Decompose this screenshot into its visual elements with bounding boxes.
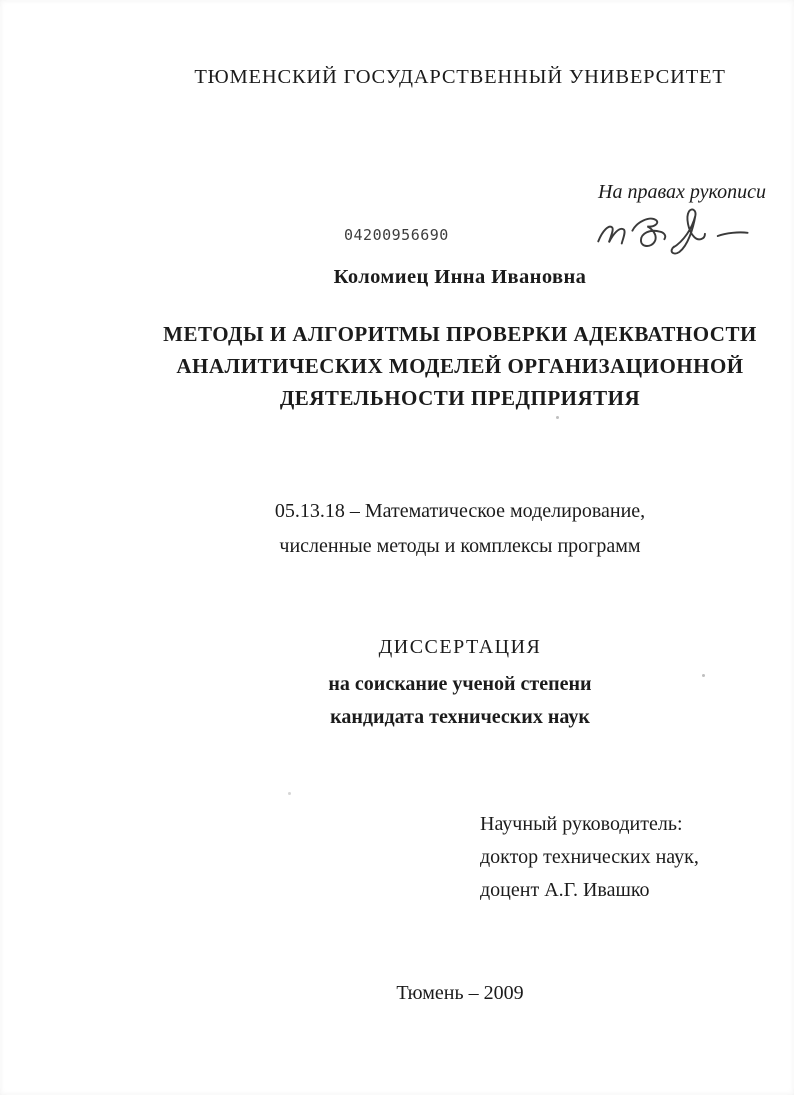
supervisor-block [480, 808, 699, 907]
supervisor-label: Научный руководитель: [480, 813, 683, 835]
supervisor-line: доктор технических наук, [480, 846, 699, 868]
specialty-line: 05.13.18 – Математическое моделирование, [274, 500, 646, 522]
title-line: ДЕЯТЕЛЬНОСТИ ПРЕДПРИЯТИЯ [279, 386, 641, 410]
document-type: ДИССЕРТАЦИЯ [378, 636, 542, 658]
city-year: Тюмень – 2009 [396, 982, 524, 1004]
degree-sought [126, 668, 794, 734]
degree-line: кандидата технических наук [330, 706, 590, 728]
specialty-line: численные методы и комплексы программ [279, 535, 641, 557]
scan-speck [288, 792, 291, 795]
specialty-code [126, 494, 794, 564]
manuscript-rights-note: На правах рукописи [598, 181, 766, 203]
title-line: МЕТОДЫ И АЛГОРИТМЫ ПРОВЕРКИ АДЕКВАТНОСТИ [163, 322, 757, 346]
page-content [126, 0, 794, 1095]
supervisor-line: доцент А.Г. Ивашко [480, 879, 650, 901]
title-line: АНАЛИТИЧЕСКИХ МОДЕЛЕЙ ОРГАНИЗАЦИОННОЙ [176, 354, 744, 378]
handwritten-signature-icon [594, 198, 754, 258]
author-name: Коломиец Инна Ивановна [333, 266, 587, 288]
scan-speck [702, 674, 705, 677]
university-name: ТЮМЕНСКИЙ ГОСУДАРСТВЕННЫЙ УНИВЕРСИТЕТ [194, 66, 726, 88]
scan-speck [556, 416, 559, 419]
dissertation-title [126, 318, 794, 414]
registration-number: 04200956690 [344, 226, 449, 244]
degree-line: на соискание ученой степени [328, 673, 592, 695]
